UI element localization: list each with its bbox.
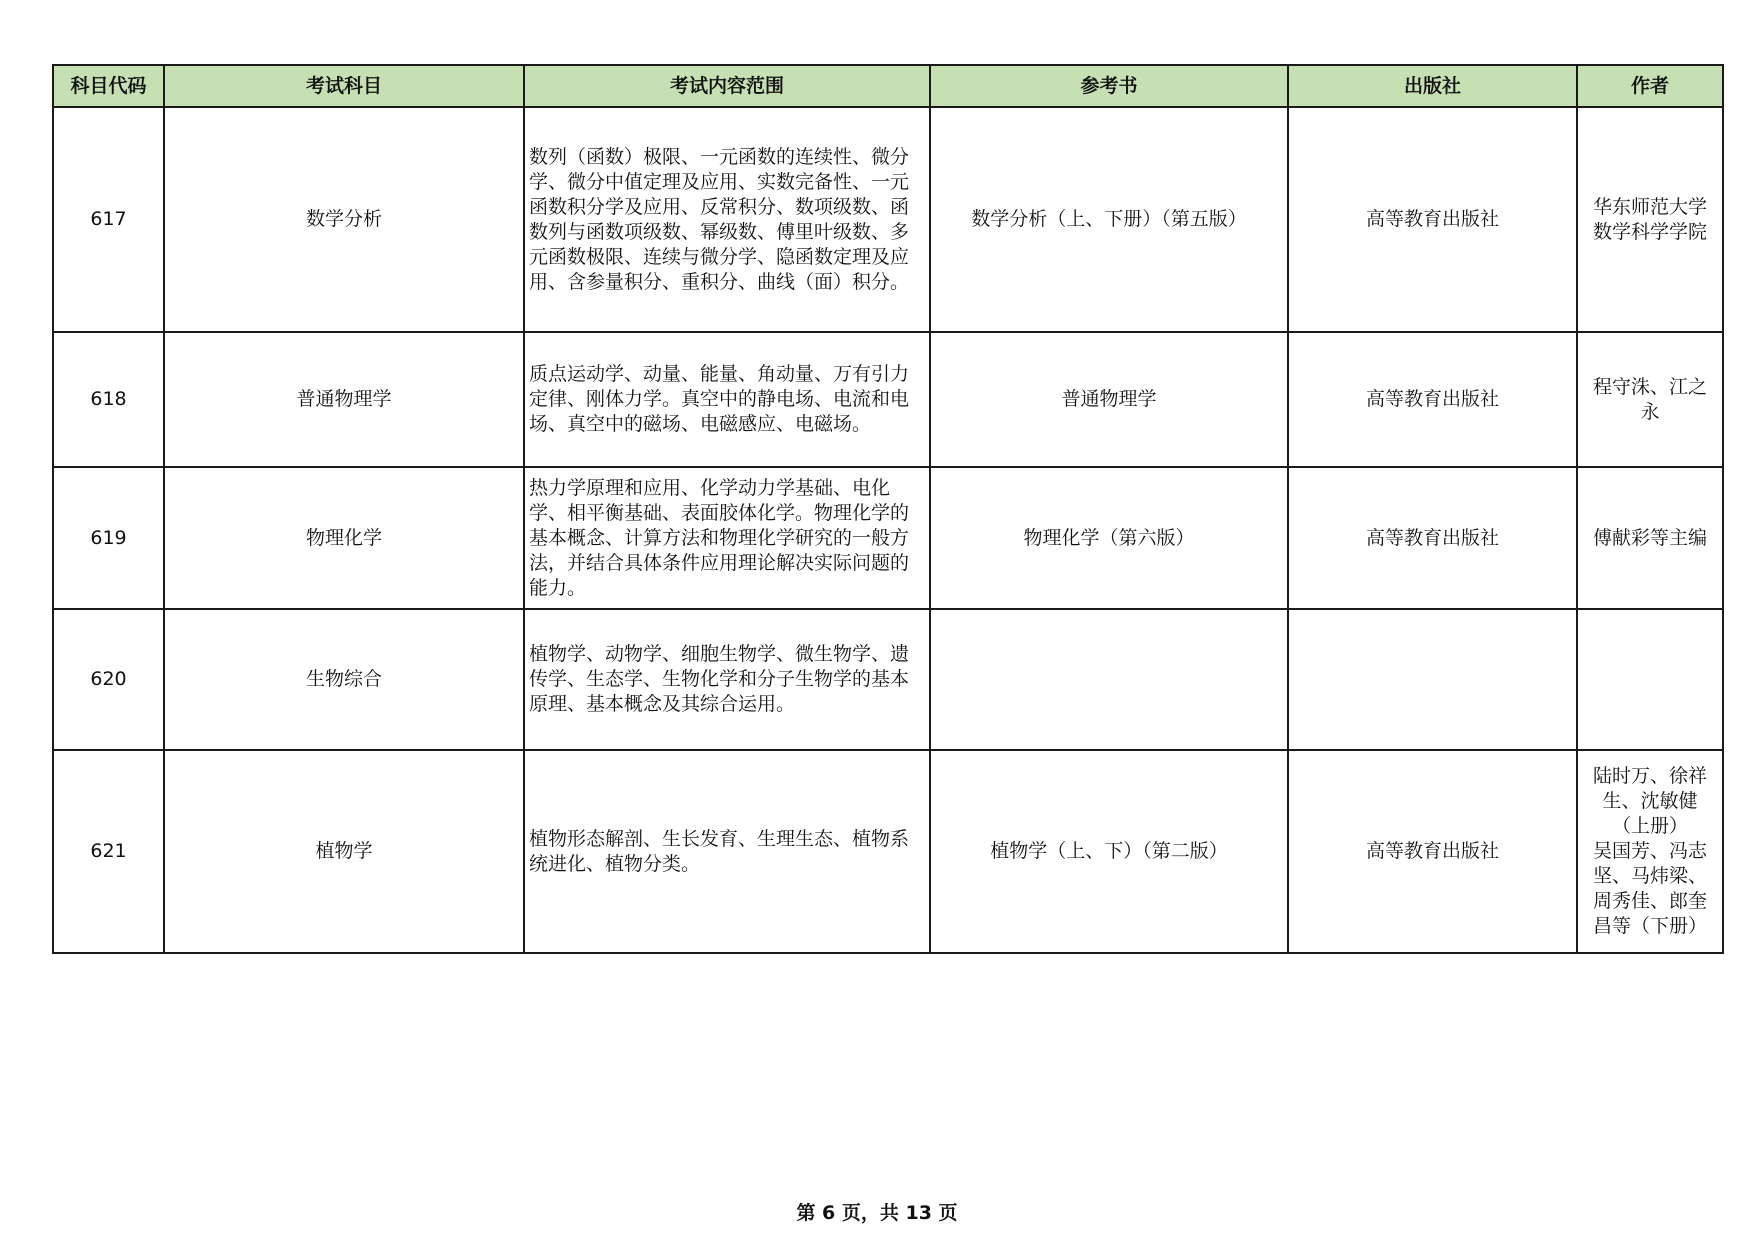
table-row [53,467,1723,609]
cell-code: 617 [53,107,164,332]
cell-publisher: 高等教育出版社 [1288,750,1577,953]
cell-scope: 质点运动学、动量、能量、角动量、万有引力定律、刚体力学。真空中的静电场、电流和电场、真空中的磁场、电磁感应、电磁场。 [524,332,930,467]
exam-table-sheet [52,64,1724,954]
cell-author: 华东师范大学数学科学学院 [1577,107,1723,332]
table-row [53,750,1723,953]
cell-subject: 生物综合 [164,609,524,750]
table-row [53,332,1723,467]
cell-publisher: 高等教育出版社 [1288,107,1577,332]
header-author: 作者 [1577,65,1723,107]
cell-author [1577,609,1723,750]
table-header-row [53,65,1723,107]
cell-author: 傅献彩等主编 [1577,467,1723,609]
header-reference-book: 参考书 [930,65,1288,107]
cell-code: 620 [53,609,164,750]
cell-scope: 植物形态解剖、生长发育、生理生态、植物系统进化、植物分类。 [524,750,930,953]
cell-publisher [1288,609,1577,750]
cell-code: 619 [53,467,164,609]
table-row [53,609,1723,750]
cell-subject: 物理化学 [164,467,524,609]
header-publisher: 出版社 [1288,65,1577,107]
cell-subject: 植物学 [164,750,524,953]
cell-book: 物理化学（第六版） [930,467,1288,609]
header-subject-code: 科目代码 [53,65,164,107]
cell-scope: 数列（函数）极限、一元函数的连续性、微分学、微分中值定理及应用、实数完备性、一元函数积分学及应用、反常积分、数项级数、函数列与函数项级数、幂级数、傅里叶级数、多元函数极限、连续与微分学、隐函数定理及应用、含参量积分、重积分、曲线（面）积分。 [524,107,930,332]
table-row [53,107,1723,332]
cell-publisher: 高等教育出版社 [1288,332,1577,467]
cell-subject: 数学分析 [164,107,524,332]
cell-scope: 植物学、动物学、细胞生物学、微生物学、遗传学、生态学、生物化学和分子生物学的基本原理、基本概念及其综合运用。 [524,609,930,750]
page-number-footer: 第 6 页，共 13 页 [796,1202,958,1224]
cell-book: 植物学（上、下）（第二版） [930,750,1288,953]
cell-publisher: 高等教育出版社 [1288,467,1577,609]
cell-code: 618 [53,332,164,467]
cell-author: 陆时万、徐祥生、沈敏健（上册） 吴国芳、冯志坚、马炜梁、周秀佳、郎奎昌等（下册） [1577,750,1723,953]
header-exam-subject: 考试科目 [164,65,524,107]
cell-scope: 热力学原理和应用、化学动力学基础、电化学、相平衡基础、表面胶体化学。物理化学的基本概念、计算方法和物理化学研究的一般方法，并结合具体条件应用理论解决实际问题的能力。 [524,467,930,609]
cell-book: 普通物理学 [930,332,1288,467]
cell-subject: 普通物理学 [164,332,524,467]
cell-author: 程守洙、江之永 [1577,332,1723,467]
exam-subjects-table [52,64,1724,954]
cell-code: 621 [53,750,164,953]
header-exam-scope: 考试内容范围 [524,65,930,107]
cell-book: 数学分析（上、下册）（第五版） [930,107,1288,332]
cell-book [930,609,1288,750]
